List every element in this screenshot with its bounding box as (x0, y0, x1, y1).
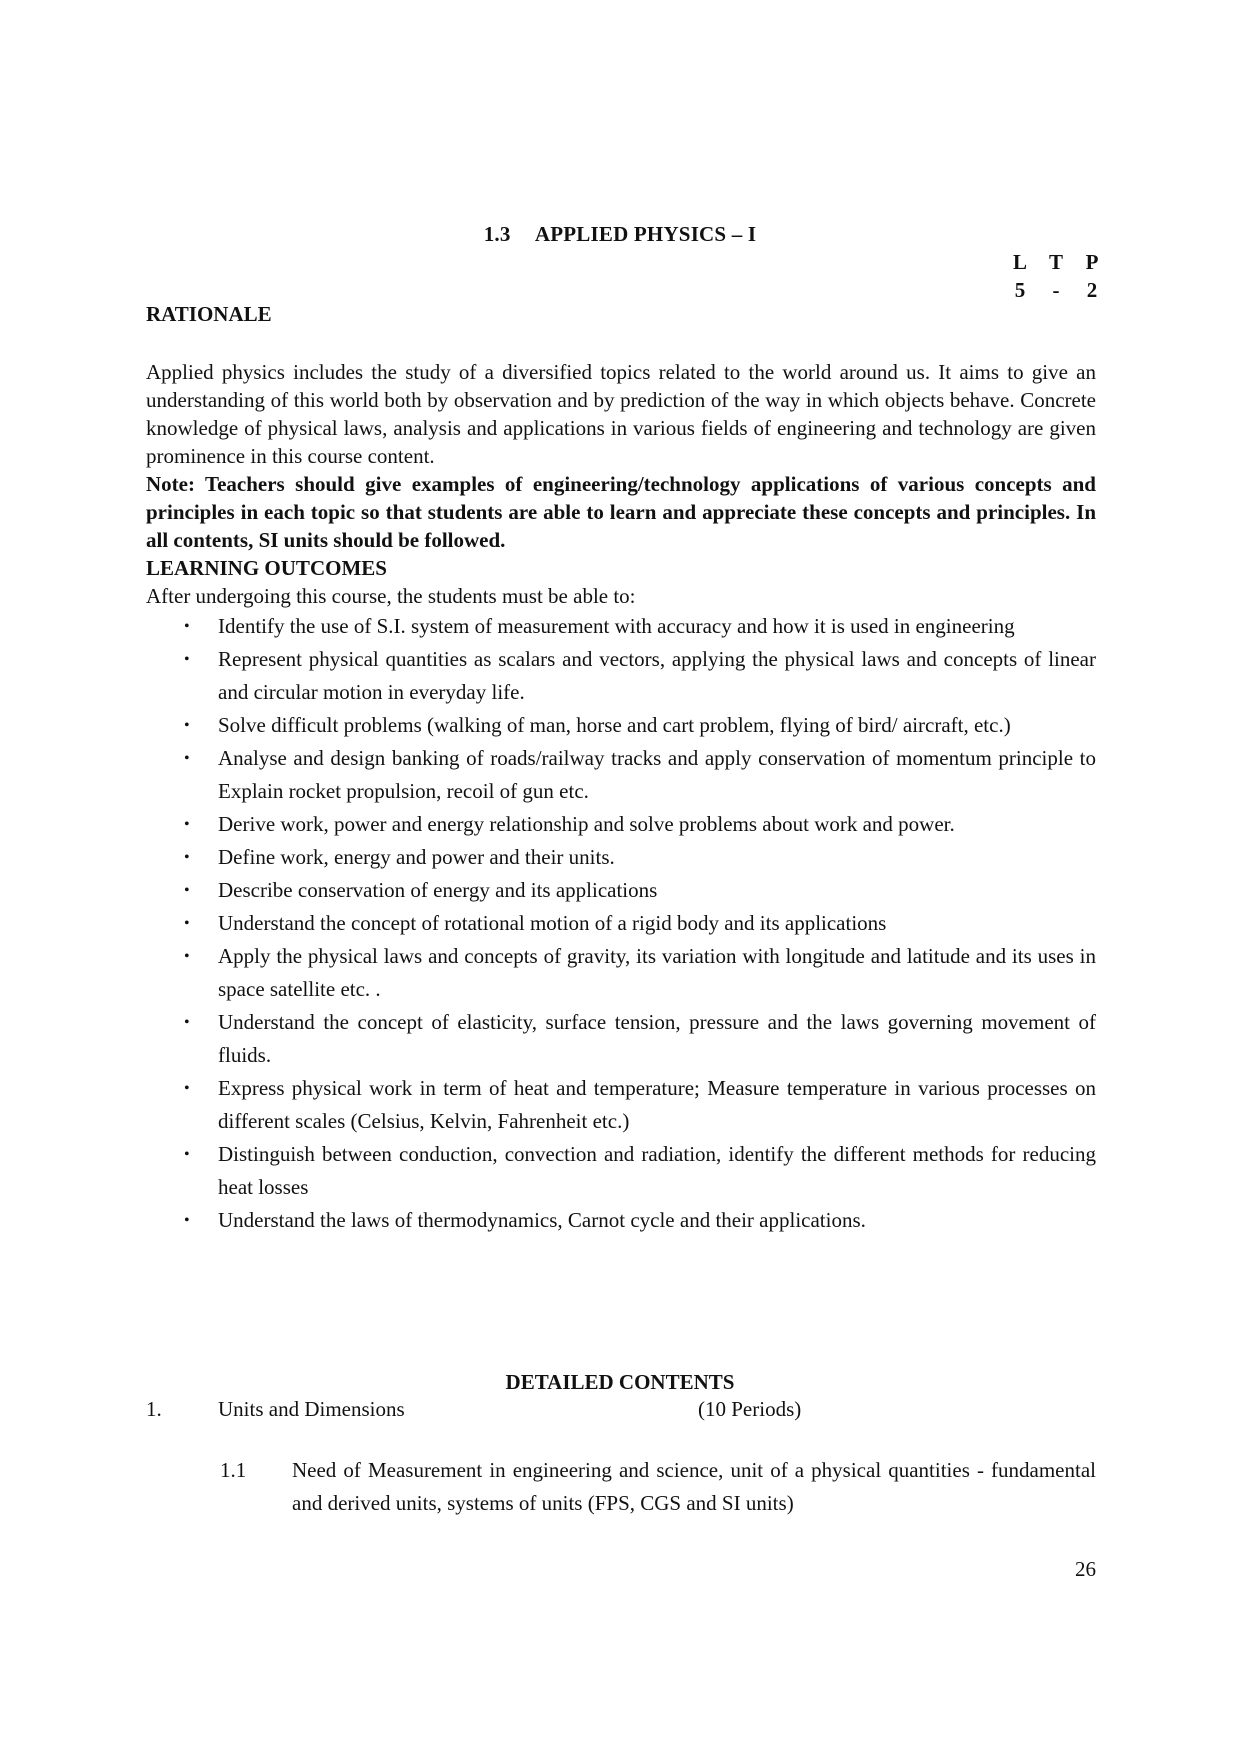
ltp-value-p: 2 (1086, 278, 1098, 302)
outcome-text: Apply the physical laws and concepts of gravity, its variation with longitude and latitude and its uses in space satellite etc. . (218, 944, 1096, 1001)
page-number: 26 (1075, 1557, 1096, 1581)
bullet-icon: • (184, 915, 190, 932)
bullet-icon: • (184, 1080, 190, 1097)
course-title (0, 222, 1240, 247)
course-name: APPLIED PHYSICS – I (534, 222, 757, 246)
ltp-table (1012, 248, 1100, 304)
outcome-text: Identify the use of S.I. system of measurement with accuracy and how it is used in engineering (218, 614, 1015, 638)
bullet-icon: • (184, 717, 190, 734)
learning-outcomes-section (146, 554, 1096, 1237)
learning-outcomes-list (146, 610, 1096, 1237)
rationale-note: Note: Teachers should give examples of engineering/technology applications of various concepts and principles in each topic so that students are able to learn and appreciate these concepts and principles. In all contents, SI units should be followed. (146, 472, 1096, 552)
bullet-icon: • (184, 1146, 190, 1163)
ltp-value-l: 5 (1014, 278, 1026, 302)
bullet-icon: • (184, 651, 190, 668)
bullet-icon: • (184, 1212, 190, 1229)
bullet-icon: • (184, 618, 190, 635)
bullet-icon: • (184, 849, 190, 866)
ltp-label-t: T (1048, 250, 1063, 274)
learning-outcomes-intro: After undergoing this course, the students must be able to: (146, 584, 636, 608)
unit-number: 1. (146, 1397, 162, 1421)
list-item (146, 643, 1096, 709)
ltp-labels-row (1012, 248, 1100, 276)
outcome-text: Define work, energy and power and their units. (218, 845, 615, 869)
list-item (146, 1006, 1096, 1072)
outcome-text: Distinguish between conduction, convection and radiation, identify the different methods for reducing heat losses (218, 1142, 1096, 1199)
ltp-label-p: P (1085, 250, 1099, 274)
course-number: 1.3 (483, 222, 511, 246)
list-item (146, 742, 1096, 808)
outcome-text: Understand the concept of elasticity, surface tension, pressure and the laws governing movement of fluids. (218, 1010, 1096, 1067)
outcome-text: Represent physical quantities as scalars and vectors, applying the physical laws and concepts of linear and circular motion in everyday life. (218, 647, 1096, 704)
outcome-text: Derive work, power and energy relationship and solve problems about work and power. (218, 812, 955, 836)
outcome-text: Understand the laws of thermodynamics, Carnot cycle and their applications. (218, 1208, 866, 1232)
list-item (146, 874, 1096, 907)
bullet-icon: • (184, 750, 190, 767)
rationale-paragraph: Applied physics includes the study of a diversified topics related to the world around us. It aims to give an understanding of this world both by observation and by prediction of the way in which objects behave. Concrete knowledge of physical laws, analysis and applications in various fields of engineering and technology are given prominence in this course content. (146, 360, 1096, 468)
ltp-values-row (1012, 276, 1100, 304)
list-item (146, 1138, 1096, 1204)
detailed-contents-heading: DETAILED CONTENTS (505, 1370, 735, 1394)
list-item (146, 610, 1096, 643)
outcome-text: Understand the concept of rotational motion of a rigid body and its applications (218, 911, 887, 935)
outcome-text: Solve difficult problems (walking of man, horse and cart problem, flying of bird/ aircraft, etc.) (218, 713, 1011, 737)
subtopic-number: 1.1 (220, 1458, 247, 1482)
list-item (146, 808, 1096, 841)
bullet-icon: • (184, 816, 190, 833)
rationale-section (146, 358, 1096, 554)
list-item (146, 709, 1096, 742)
list-item (146, 1204, 1096, 1237)
list-item (146, 1072, 1096, 1138)
ltp-label-l: L (1012, 250, 1027, 274)
outcome-text: Analyse and design banking of roads/railway tracks and apply conservation of momentum principle to Explain rocket propulsion, recoil of gun etc. (218, 746, 1096, 803)
list-item (146, 940, 1096, 1006)
list-item (146, 841, 1096, 874)
bullet-icon: • (184, 882, 190, 899)
subtopic-text: Need of Measurement in engineering and science, unit of a physical quantities - fundamental and derived units, systems of units (FPS, CGS and SI units) (292, 1458, 1096, 1515)
rationale-heading: RATIONALE (146, 302, 272, 326)
bullet-icon: • (184, 1014, 190, 1031)
outcome-text: Express physical work in term of heat and temperature; Measure temperature in various processes on different scales (Celsius, Kelvin, Fahrenheit etc.) (218, 1076, 1096, 1133)
bullet-icon: • (184, 948, 190, 965)
list-item (146, 907, 1096, 940)
ltp-value-t: - (1052, 278, 1060, 302)
subtopic-row (220, 1454, 1096, 1520)
unit-title: Units and Dimensions (218, 1397, 405, 1421)
outcome-text: Describe conservation of energy and its applications (218, 878, 658, 902)
learning-outcomes-heading: LEARNING OUTCOMES (146, 556, 387, 580)
unit-periods: (10 Periods) (698, 1397, 802, 1421)
